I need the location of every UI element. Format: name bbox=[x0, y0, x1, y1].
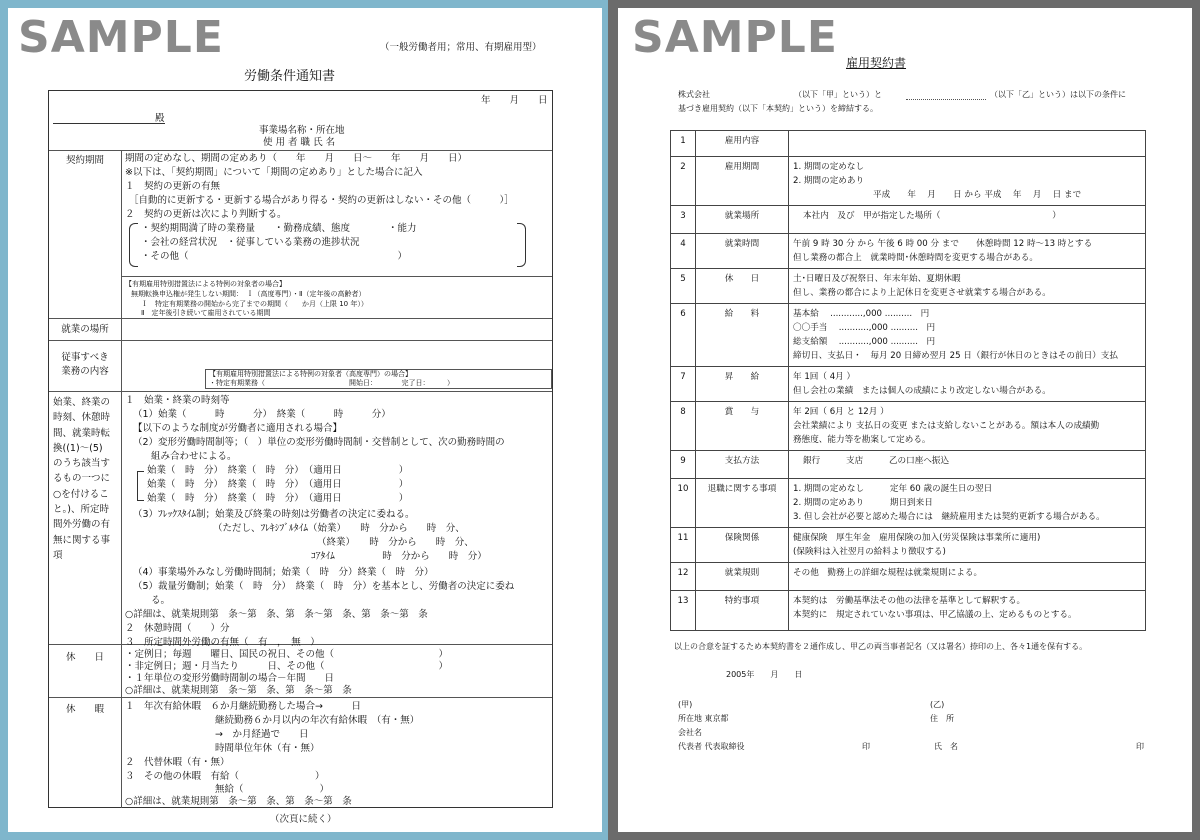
row-content bbox=[789, 304, 1146, 367]
hours-line: る。 bbox=[151, 595, 171, 606]
row-number: 5 bbox=[671, 269, 696, 304]
leave-line: → か月経過で 日 bbox=[215, 729, 309, 740]
hours-line: ２ 休憩時間（ ）分 bbox=[125, 623, 230, 634]
row-content-line: 平成 年 月 日 から 平成 年 月 日 まで bbox=[873, 190, 1082, 200]
contract-row bbox=[671, 479, 1146, 528]
row-content-line: 但し、業務の都合により上記休日を変更させ就業する場合がある。 bbox=[793, 288, 1051, 298]
row-content-line: 年 1回（ 4月 ） bbox=[793, 372, 856, 382]
hours-line: （1）始業（ 時 分） 終業（ 時 分） bbox=[133, 409, 391, 420]
contract-row bbox=[671, 528, 1146, 563]
document-title: 労働条件通知書 bbox=[244, 69, 336, 84]
row-content bbox=[789, 157, 1146, 206]
row-label: 昇 給 bbox=[696, 367, 789, 402]
row-content-line: 2. 期間の定めあり bbox=[793, 176, 865, 186]
contract-row bbox=[671, 402, 1146, 451]
row-label: 賞 与 bbox=[696, 402, 789, 451]
contract-row bbox=[671, 269, 1146, 304]
document-subtitle: （一般労働者用；常用、有期雇用型） bbox=[380, 42, 542, 53]
row-number: 2 bbox=[671, 157, 696, 206]
holidays-label: 休 日 bbox=[65, 652, 104, 663]
row-content bbox=[789, 206, 1146, 234]
row-number: 10 bbox=[671, 479, 696, 528]
leave-line: 無給（ ） bbox=[215, 784, 330, 795]
row-content bbox=[789, 269, 1146, 304]
row-content-line: 〇〇手当 ...........,000 .......... 円 bbox=[793, 323, 936, 333]
holidays-line: ・非定例日；週・月当たり 日、その他（ ） bbox=[125, 661, 449, 672]
contract-row bbox=[671, 591, 1146, 631]
hours-line: （4）事業場外みなし労働時間制；始業（ 時 分）終業（ 時 分） bbox=[133, 567, 434, 578]
row-content-line: 本契約に 規定されていない事項は、甲乙協議の上、定めるものとする。 bbox=[793, 610, 1077, 620]
workplace-label: 就業の場所 bbox=[61, 324, 109, 335]
hours-line: ○詳細は、就業規則第 条～第 条、第 条～第 条、第 条～第 条 bbox=[125, 609, 428, 620]
row-content bbox=[789, 234, 1146, 269]
row-content-line: 本契約は 労働基準法その他の法律を基準として解釈する。 bbox=[793, 596, 1026, 606]
row-content-line: 1. 期間の定めなし 定年 60 歳の誕生日の翌日 bbox=[793, 484, 993, 494]
criteria-line: ・会社の経営状況 ・従事している業務の進捗状況 bbox=[141, 237, 360, 248]
renewal-options: ［自動的に更新する・更新する場合があり得る・契約の更新はしない・その他（ ）］ bbox=[129, 195, 514, 206]
working-hours-label: 始業、終業の 時刻、休憩時 間、就業時転 換((1)～(5) のうち該当す るもの一つに ○を付けるこ と。)、所定時 間外労働の有 無に関する事 項 bbox=[53, 397, 111, 561]
contract-row bbox=[671, 563, 1146, 591]
duties-special-line: ・特定有期業務（ 開始日： 完了日： ） bbox=[209, 379, 454, 387]
row-content-line: 年 2回（ 6月 と 12月 ） bbox=[793, 407, 889, 417]
row-content-line: 2. 期間の定めあり 期日到来日 bbox=[793, 498, 933, 508]
row-number: 13 bbox=[671, 591, 696, 631]
party-b-heading: (乙) bbox=[930, 700, 945, 709]
renewal-heading: １ 契約の更新の有無 bbox=[125, 181, 221, 192]
contract-row bbox=[671, 304, 1146, 367]
row-content-line: 務態度、能力等を勘案して定める。 bbox=[793, 435, 931, 445]
employer-name-address: 事業場名称・所在地 bbox=[259, 125, 345, 136]
row-content-line: 3. 但し会社が必要と認めた場合には 継続雇用または契約更新する場合がある。 bbox=[793, 512, 1105, 522]
leave-label: 休 暇 bbox=[65, 704, 104, 715]
renewal-criteria-heading: ２ 契約の更新は次により判断する。 bbox=[125, 209, 287, 220]
row-number: 12 bbox=[671, 563, 696, 591]
party-b-name: 氏 名 bbox=[934, 742, 958, 751]
contract-row bbox=[671, 451, 1146, 479]
hours-line: 組み合わせによる。 bbox=[151, 451, 237, 462]
contract-row bbox=[671, 131, 1146, 157]
contract-row bbox=[671, 234, 1146, 269]
row-label: 就業場所 bbox=[696, 206, 789, 234]
left-document-page bbox=[8, 8, 602, 832]
contract-date: 2005年 月 日 bbox=[726, 670, 803, 679]
row-label: 就業時間 bbox=[696, 234, 789, 269]
row-content-line: その他 勤務上の詳細な規程は就業規則による。 bbox=[793, 568, 983, 578]
row-content bbox=[789, 563, 1146, 591]
row-label: 休 日 bbox=[696, 269, 789, 304]
sample-watermark: SAMPLE bbox=[18, 12, 224, 63]
contract-note-line: ※以下は、「契約期間」について「期間の定めあり」とした場合に記入 bbox=[125, 167, 423, 178]
row-content bbox=[789, 402, 1146, 451]
hours-line: （3）ﾌﾚｯｸｽﾀｲﾑ制；始業及び終業の時刻は労働者の決定に委ねる。 bbox=[133, 509, 415, 520]
row-label: 雇用内容 bbox=[696, 131, 789, 157]
party-a-seal: 印 bbox=[862, 742, 870, 751]
row-number: 3 bbox=[671, 206, 696, 234]
intro-company: 株式会社 bbox=[678, 90, 710, 99]
row-number: 6 bbox=[671, 304, 696, 367]
addressee-suffix: 殿 bbox=[155, 113, 165, 124]
row-content-line: 総支給額 ...........,000 .......... 円 bbox=[793, 337, 936, 347]
row-label: 退職に関する事項 bbox=[696, 479, 789, 528]
row-content-line: (保険料は入社翌月の給料より徴収する) bbox=[793, 547, 946, 557]
hours-line: ３ 所定時間外労働の有無（ 有 ， 無 ） bbox=[125, 637, 320, 648]
special-measures-line: Ⅱ 定年後引き続いて雇用されている期間 bbox=[141, 309, 271, 317]
notice-form-table bbox=[48, 90, 553, 808]
contract-period-line: 期間の定めなし、期間の定めあり（ 年 月 日～ 年 月 日） bbox=[125, 153, 468, 164]
intro-line-2: 基づき雇用契約（以下「本契約」という）を締結する。 bbox=[678, 104, 878, 113]
leave-line: 継続勤務６か月以内の年次有給休暇 （有・無） bbox=[215, 715, 420, 726]
hours-line: ｺｱﾀｲﾑ 時 分から 時 分） bbox=[311, 551, 487, 562]
special-measures-line: 無期転換申込権が発生しない期間： Ｉ（高度専門）・Ⅱ（定年後の高齢者） bbox=[131, 290, 366, 298]
row-number: 4 bbox=[671, 234, 696, 269]
hours-line: １ 始業・終業の時刻等 bbox=[125, 395, 230, 406]
row-number: 7 bbox=[671, 367, 696, 402]
contract-period-label: 契約期間 bbox=[65, 155, 104, 166]
intro-party-b: （以下「乙」という）は以下の条件に bbox=[990, 90, 1126, 99]
holidays-line: ・１年単位の変形労働時間制の場合－年間 日 bbox=[125, 673, 335, 684]
party-a-representative: 代表者 代表取締役 bbox=[678, 742, 745, 751]
row-content-line: 健康保険 厚生年金 雇用保険の加入(労災保険は事業所に適用) bbox=[793, 533, 1041, 543]
intro-party-a: （以下「甲」という）と bbox=[794, 90, 882, 99]
row-label: 雇用期間 bbox=[696, 157, 789, 206]
contract-terms-table bbox=[670, 130, 1146, 631]
continued-note: （次頁に続く） bbox=[270, 814, 337, 825]
criteria-line: ・契約期間満了時の業務量 ・勤務成績、態度 ・能力 bbox=[141, 223, 417, 234]
shift-line: 始業（ 時 分） 終業（ 時 分） （適用日 ） bbox=[147, 493, 409, 504]
row-content-line: 会社業績により 支払日の変更 または支給しないことがある。額は本人の成績勤 bbox=[793, 421, 1100, 431]
row-content-line: 1. 期間の定めなし bbox=[793, 162, 865, 172]
row-content-line: 午前 9 時 30 分 から 午後 6 時 00 分 まで 休憩時間 12 時～13 時とする bbox=[793, 239, 1093, 249]
hours-line: （終業） 時 分から 時 分、 bbox=[317, 537, 474, 548]
row-label: 特約事項 bbox=[696, 591, 789, 631]
party-b-seal: 印 bbox=[1136, 742, 1144, 751]
duties-label-2: 業務の内容 bbox=[61, 366, 109, 377]
criteria-line: ・その他（ ） bbox=[141, 251, 408, 262]
contract-row bbox=[671, 157, 1146, 206]
shift-line: 始業（ 時 分） 終業（ 時 分） （適用日 ） bbox=[147, 479, 409, 490]
holidays-line: ・定例日；毎週 曜日、国民の祝日、その他（ ） bbox=[125, 649, 449, 660]
row-number: 11 bbox=[671, 528, 696, 563]
row-label: 給 料 bbox=[696, 304, 789, 367]
row-content bbox=[789, 479, 1146, 528]
hours-line: 【以下のような制度が労働者に適用される場合】 bbox=[133, 423, 343, 434]
row-content bbox=[789, 131, 1146, 157]
row-content-line: 土･日曜日及び祝祭日、年末年始、夏期休暇 bbox=[793, 274, 961, 284]
leave-line: ○詳細は、就業規則第 条～第 条、第 条～第 条 bbox=[125, 796, 352, 807]
hours-line: （ただし、ﾌﾚｷｼﾌﾞﾙﾀｲﾑ（始業） 時 分から 時 分、 bbox=[213, 523, 465, 534]
row-label: 支払方法 bbox=[696, 451, 789, 479]
row-content bbox=[789, 591, 1146, 631]
row-content-line: 但し会社の業績 または個人の成績により改定しない場合がある。 bbox=[793, 386, 1051, 396]
row-content bbox=[789, 367, 1146, 402]
contract-row bbox=[671, 206, 1146, 234]
right-document-page bbox=[618, 8, 1192, 832]
hours-line: （5）裁量労働制；始業（ 時 分） 終業（ 時 分）を基本とし、労働者の決定に委ね bbox=[133, 581, 515, 592]
row-content bbox=[789, 528, 1146, 563]
row-content-line: 基本給 ............,000 .......... 円 bbox=[793, 309, 930, 319]
holidays-line: ○詳細は、就業規則第 条～第 条、第 条～第 条 bbox=[125, 685, 352, 696]
employer-officer-name: 使 用 者 職 氏 名 bbox=[263, 137, 336, 148]
row-content-line: 締切日、支払日・ 毎月 20 日締め翌月 25 日（銀行が休日のときはその前日）支払 bbox=[793, 351, 1118, 361]
row-content-line: 銀行 支店 乙の口座へ振込 bbox=[803, 456, 950, 466]
special-measures-line: Ｉ 特定有期業務の開始から完了までの期間（ か月（上限 10 年）） bbox=[141, 300, 368, 308]
row-label: 就業規則 bbox=[696, 563, 789, 591]
sample-watermark: SAMPLE bbox=[632, 12, 838, 63]
row-number: 1 bbox=[671, 131, 696, 157]
row-number: 8 bbox=[671, 402, 696, 451]
date-line: 年 月 日 bbox=[481, 95, 548, 106]
row-number: 9 bbox=[671, 451, 696, 479]
hours-line: （2）変形労働時間制等；（ ）単位の変形労働時間制・交替制として、次の勤務時間の bbox=[133, 437, 505, 448]
duties-special-heading: 【有期雇用特別措置法による特例の対象者（高度専門）の場合】 bbox=[209, 370, 412, 378]
party-a-address: 所在地 東京都 bbox=[678, 714, 729, 723]
contract-row bbox=[671, 367, 1146, 402]
leave-line: ３ その他の休暇 有給（ ） bbox=[125, 771, 325, 782]
party-a-company: 会社名 bbox=[678, 728, 702, 737]
special-measures-heading: 【有期雇用特別措置法による特例の対象者の場合】 bbox=[125, 280, 286, 288]
row-content-line: 但し業務の都合上 就業時間･休憩時間を変更する場合がある。 bbox=[793, 253, 1038, 263]
row-label: 保険関係 bbox=[696, 528, 789, 563]
party-a-heading: (甲) bbox=[678, 700, 693, 709]
leave-line: 時間単位年休（有・無） bbox=[215, 743, 320, 754]
shift-line: 始業（ 時 分） 終業（ 時 分） （適用日 ） bbox=[147, 465, 409, 476]
closing-statement: 以上の合意を証するため本契約書を２通作成し、甲乙の両当事者記名（又は署名）捺印の上、各々1通を保有する。 bbox=[674, 642, 1088, 651]
contract-title: 雇用契約書 bbox=[846, 56, 907, 70]
leave-line: ２ 代替休暇（有・無） bbox=[125, 757, 230, 768]
party-b-address: 住 所 bbox=[930, 714, 954, 723]
row-content-line: 本社内 及び 甲が指定した場所（ ） bbox=[803, 211, 1061, 221]
duties-label-1: 従事すべき bbox=[61, 352, 109, 363]
row-content bbox=[789, 451, 1146, 479]
leave-line: １ 年次有給休暇 ６か月継続勤務した場合→ 日 bbox=[125, 701, 361, 712]
